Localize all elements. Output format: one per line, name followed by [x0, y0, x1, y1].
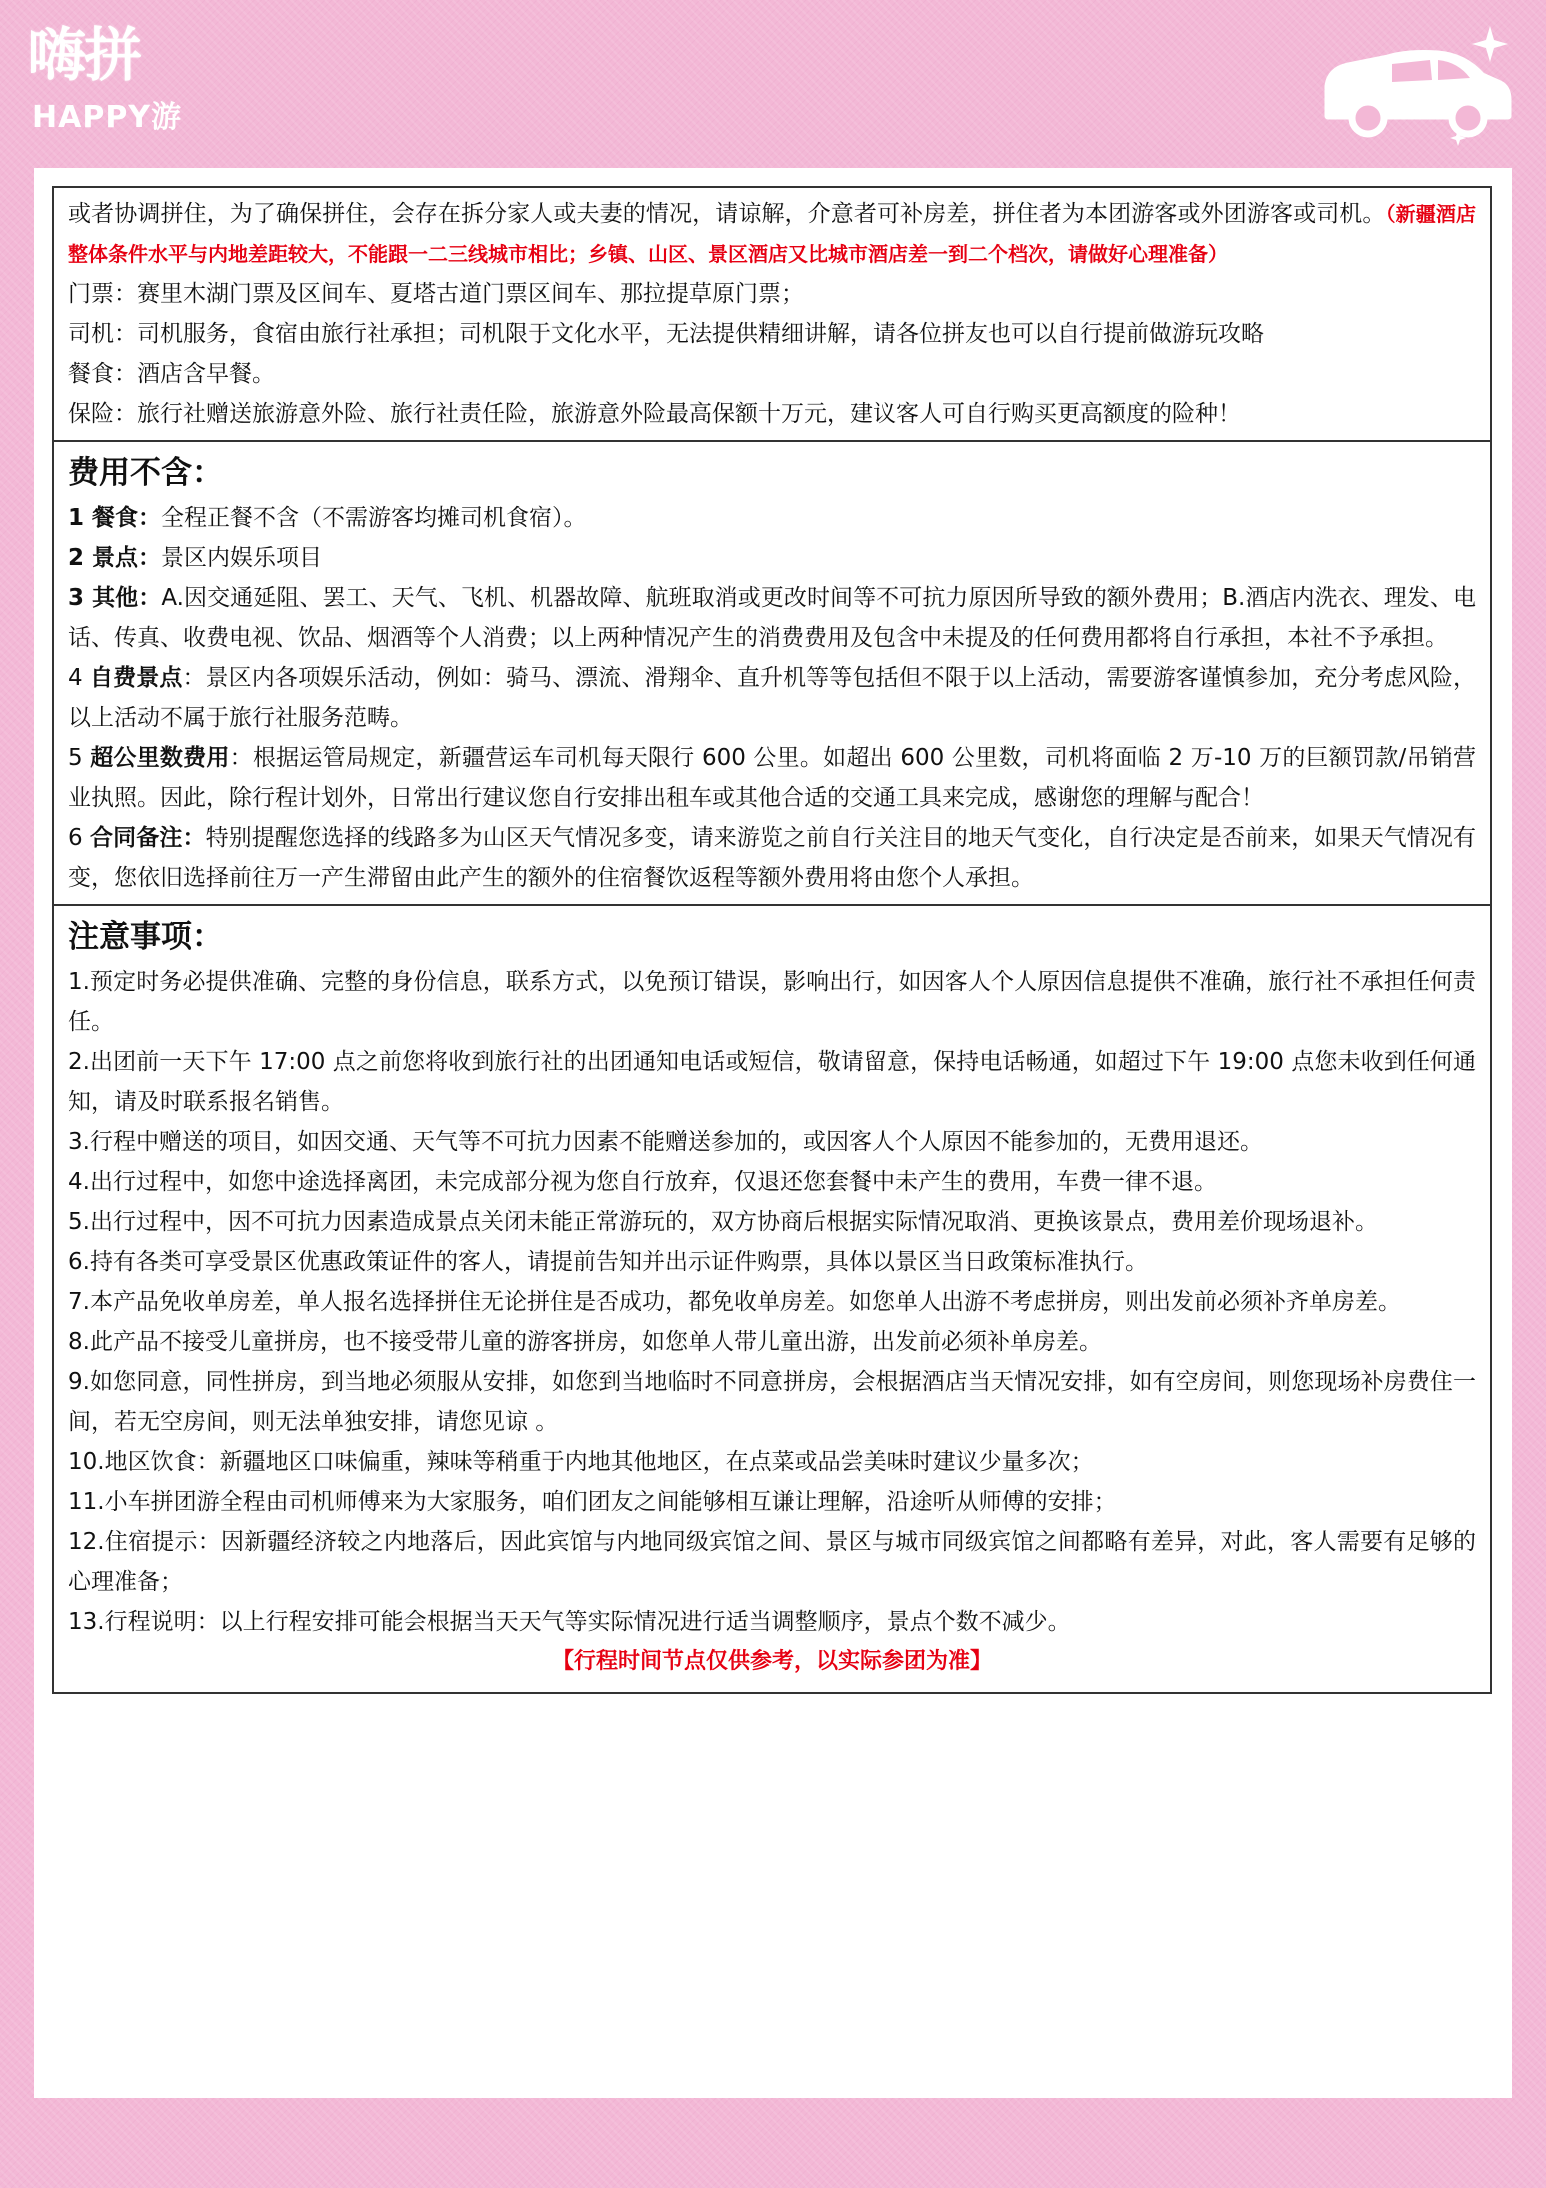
note-item: 12.住宿提示：因新疆经济较之内地落后，因此宾馆与内地同级宾馆之间、景区与城市同级宾馆之间都略有差异，对此，客人需要有足够的心理准备； — [68, 1529, 1476, 1595]
excluded-item-text: A.因交通延阻、罢工、天气、飞机、机器故障、航班取消或更改时间等不可抗力原因所导致的额外费用；B.酒店内洗衣、理发、电话、传真、收费电视、饮品、烟酒等个人消费；以上两种情况产生的消费费用及包含中未提及的任何费用都将自行承担，本社不予承担。 — [68, 585, 1477, 651]
note-item: 1.预定时务必提供准确、完整的身份信息，联系方式，以免预订错误，影响出行，如因客人个人原因信息提供不准确，旅行社不承担任何责任。 — [68, 969, 1476, 1035]
excluded-item-text: 景区内娱乐项目 — [161, 545, 323, 571]
excluded-title: 费用不含： — [68, 455, 223, 491]
excluded-item-text: 全程正餐不含（不需游客均摊司机食宿）。 — [161, 505, 587, 531]
note-item: 9.如您同意，同性拼房，到当地必须服从安排，如您到当地临时不同意拼房，会根据酒店当天情况安排，如有空房间，则您现场补房费住一间，若无空房间，则无法单独安排，请您见谅 。 — [68, 1369, 1476, 1435]
lodging-text: 或者协调拼住，为了确保拼住，会存在拆分家人或夫妻的情况，请谅解，介意者可补房差，拼住者为本团游客或外团游客或司机。 — [68, 201, 1386, 227]
excluded-item-text: ：根据运管局规定，新疆营运车司机每天限行 600 公里。如超出 600 公里数，司机将面临 2 万-10 万的巨额罚款/吊销营业执照。因此，除行程计划外，日常出行建议您自行安排出租车或其他合适的交通工具来完成，感谢您的理解与配合！ — [68, 745, 1476, 811]
note-item: 5.出行过程中，因不可抗力因素造成景点关闭未能正常游玩的，双方协商后根据实际情况取消、更换该景点，费用差价现场退补。 — [68, 1209, 1378, 1235]
car-icon — [1318, 18, 1518, 148]
lodging-paragraph — [68, 194, 1476, 274]
excluded-section — [54, 442, 1490, 906]
included-section — [54, 188, 1490, 442]
note-item: 2.出团前一天下午 17:00 点之前您将收到旅行社的出团通知电话或短信，敬请留意，保持电话畅通，如超过下午 19:00 点您未收到任何通知，请及时联系报名销售。 — [68, 1049, 1476, 1115]
driver-line: 司机：司机服务，食宿由旅行社承担；司机限于文化水平，无法提供精细讲解，请各位拼友也可以自行提前做游玩攻略 — [68, 321, 1264, 347]
note-item: 6.持有各类可享受景区优惠政策证件的客人，请提前告知并出示证件购票，具体以景区当日政策标准执行。 — [68, 1249, 1148, 1275]
note-item: 8.此产品不接受儿童拼房，也不接受带儿童的游客拼房，如您单人带儿童出游，出发前必须补单房差。 — [68, 1329, 1102, 1355]
itinerary-terms-table — [52, 186, 1492, 1694]
excluded-item — [68, 818, 1476, 898]
excluded-item-label: 超公里数费用 — [90, 745, 230, 771]
excluded-item — [68, 578, 1476, 658]
excluded-item-num: 5 — [68, 745, 91, 771]
note-item: 10.地区饮食：新疆地区口味偏重，辣味等稍重于内地其他地区，在点菜或品尝美味时建议少量多次； — [68, 1449, 1094, 1475]
notes-title: 注意事项： — [68, 919, 223, 955]
excluded-item-text: ：景区内各项娱乐活动，例如：骑马、漂流、滑翔伞、直升机等等包括但不限于以上活动，需要游客谨慎参加，充分考虑风险，以上活动不属于旅行社服务范畴。 — [68, 665, 1476, 731]
hotel-standard-note: （新疆酒店整体条件水平与内地差距较大，不能跟一二三线城市相比；乡镇、山区、景区酒店又比城市酒店差一到二个档次，请做好心理准备） — [68, 202, 1477, 266]
excluded-item-label: 合同备注： — [90, 825, 206, 851]
excluded-item — [68, 738, 1476, 818]
excluded-item-label: 自费景点 — [90, 665, 183, 691]
excluded-item-label: 1 餐食： — [68, 505, 162, 531]
excluded-item-label: 2 景点： — [68, 545, 162, 571]
note-item: 11.小车拼团游全程由司机师傅来为大家服务，咱们团友之间能够相互谦让理解，沿途听从师傅的安排； — [68, 1489, 1117, 1515]
tickets-line: 门票：赛里木湖门票及区间车、夏塔古道门票区间车、那拉提草原门票； — [68, 281, 804, 307]
notes-section — [54, 906, 1490, 1692]
brand-logo — [28, 20, 228, 140]
excluded-item — [68, 498, 1476, 538]
excluded-item — [68, 538, 1476, 578]
excluded-item-text: 特别提醒您选择的线路多为山区天气情况多变，请来游览之前自行关注目的地天气变化，自行决定是否前来，如果天气情况有变，您依旧选择前往万一产生滞留由此产生的额外的住宿餐饮返程等额外费用将由您个人承担。 — [68, 825, 1477, 891]
excluded-item-label: 3 其他： — [68, 585, 162, 611]
itinerary-disclaimer: 【行程时间节点仅供参考，以实际参团为准】 — [551, 1649, 992, 1674]
note-item: 4.出行过程中，如您中途选择离团，未完成部分视为您自行放弃，仅退还您套餐中未产生的费用，车费一律不退。 — [68, 1169, 1217, 1195]
meals-line: 餐食：酒店含早餐。 — [68, 361, 275, 387]
note-item: 3.行程中赠送的项目，如因交通、天气等不可抗力因素不能赠送参加的，或因客人个人原因不能参加的，无费用退还。 — [68, 1129, 1263, 1155]
insurance-line: 保险：旅行社赠送旅游意外险、旅行社责任险，旅游意外险最高保额十万元，建议客人可自行购买更高额度的险种！ — [68, 401, 1241, 427]
logo-main-text: 嗨拼 — [28, 21, 141, 89]
excluded-item-num: 6 — [68, 825, 91, 851]
logo-sub-text: HAPPY游 — [32, 100, 183, 135]
note-item: 7.本产品免收单房差，单人报名选择拼住无论拼住是否成功，都免收单房差。如您单人出游不考虑拼房，则出发前必须补齐单房差。 — [68, 1289, 1401, 1315]
excluded-item — [68, 658, 1476, 738]
note-item: 13.行程说明：以上行程安排可能会根据当天天气等实际情况进行适当调整顺序，景点个数不减少。 — [68, 1609, 1071, 1635]
excluded-item-num: 4 — [68, 665, 91, 691]
